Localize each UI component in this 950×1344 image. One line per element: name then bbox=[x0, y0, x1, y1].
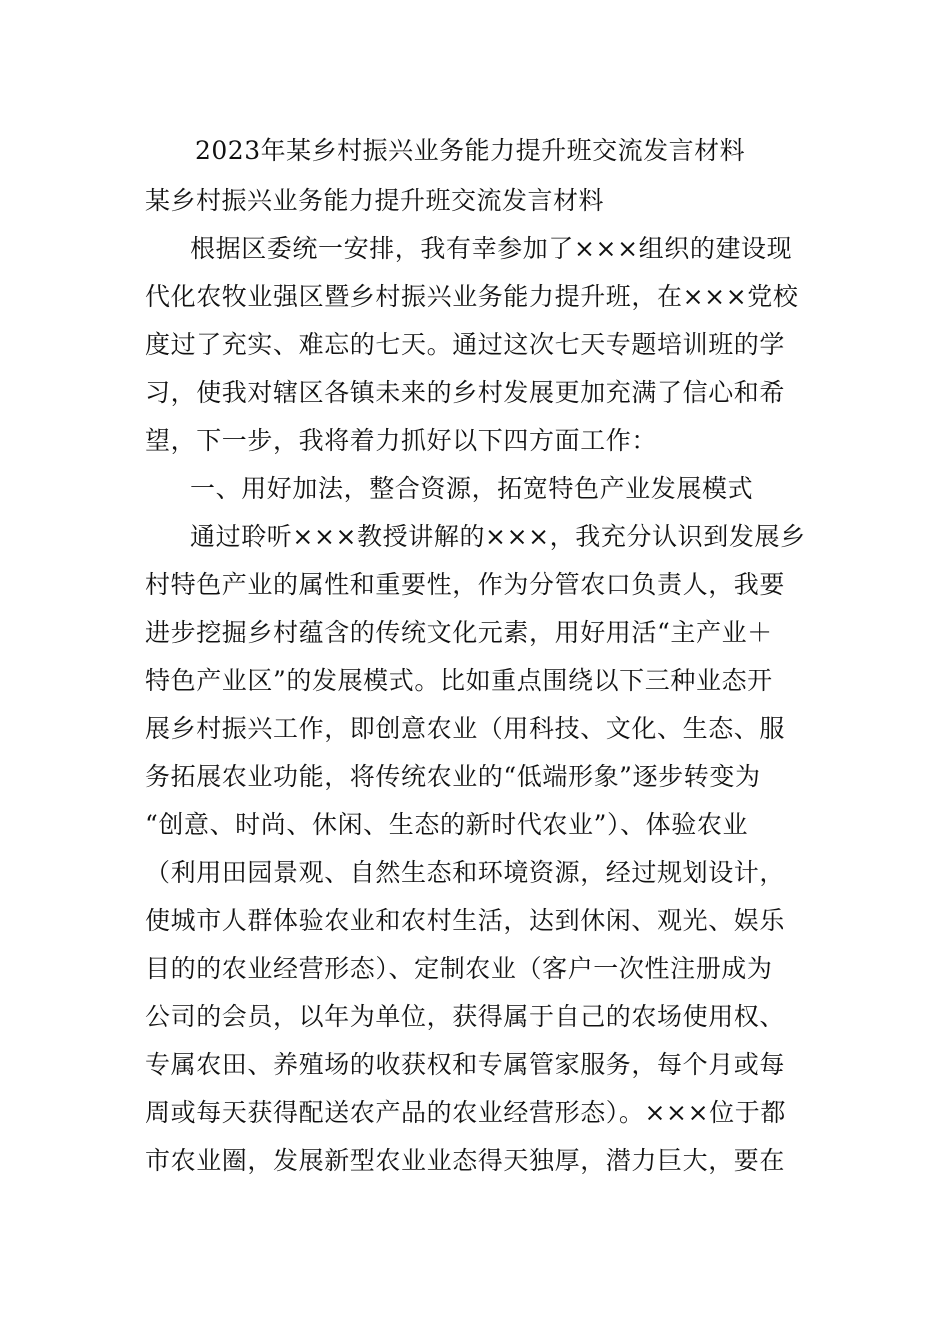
paragraph-line: 目的的农业经营形态）、定制农业（客户一次性注册成为 bbox=[145, 954, 773, 983]
paragraph-line: 特色产业区”的发展模式。比如重点围绕以下三种业态开 bbox=[145, 666, 773, 695]
paragraph-line: 务拓展农业功能，将传统农业的“低端形象”逐步转变为 bbox=[145, 762, 761, 791]
paragraph-line: 周或每天获得配送农产品的农业经营形态）。×××位于都 bbox=[145, 1098, 786, 1127]
paragraph-line: 公司的会员，以年为单位，获得属于自己的农场使用权、 bbox=[145, 1002, 786, 1031]
paragraph-line: 习，使我对辖区各镇未来的乡村发展更加充满了信心和希 bbox=[145, 378, 786, 407]
paragraph-line: （利用田园景观、自然生态和环境资源，经过规划设计， bbox=[145, 858, 786, 887]
paragraph-line: 专属农田、养殖场的收获权和专属管家服务，每个月或每 bbox=[145, 1050, 786, 1079]
paragraph-line: 市农业圈，发展新型农业业态得天独厚，潜力巨大，要在 bbox=[145, 1146, 786, 1175]
section-heading: 一、用好加法，整合资源，拓宽特色产业发展模式 bbox=[190, 474, 754, 503]
paragraph-line: 望，下一步，我将着力抓好以下四方面工作： bbox=[145, 426, 658, 455]
paragraph-line: 村特色产业的属性和重要性，作为分管农口负责人，我要 bbox=[145, 570, 786, 599]
document-title: 2023年某乡村振兴业务能力提升班交流发言材料 bbox=[195, 136, 746, 165]
paragraph-line: 使城市人群体验农业和农村生活，达到休闲、观光、娱乐 bbox=[145, 906, 786, 935]
paragraph-line: 展乡村振兴工作，即创意农业（用科技、文化、生态、服 bbox=[145, 714, 786, 743]
document-subtitle: 某乡村振兴业务能力提升班交流发言材料 bbox=[145, 186, 605, 215]
paragraph-line: 根据区委统一安排，我有幸参加了×××组织的建设现 bbox=[190, 234, 793, 263]
paragraph-line: “创意、时尚、休闲、生态的新时代农业”）、体验农业 bbox=[145, 810, 749, 839]
paragraph-line: 通过聆听×××教授讲解的×××，我充分认识到发展乡 bbox=[190, 522, 806, 551]
paragraph-line: 代化农牧业强区暨乡村振兴业务能力提升班，在×××党校 bbox=[145, 282, 799, 311]
paragraph-line: 进步挖掘乡村蕴含的传统文化元素，用好用活“主产业＋ bbox=[145, 618, 773, 647]
paragraph-line: 度过了充实、难忘的七天。通过这次七天专题培训班的学 bbox=[145, 330, 786, 359]
